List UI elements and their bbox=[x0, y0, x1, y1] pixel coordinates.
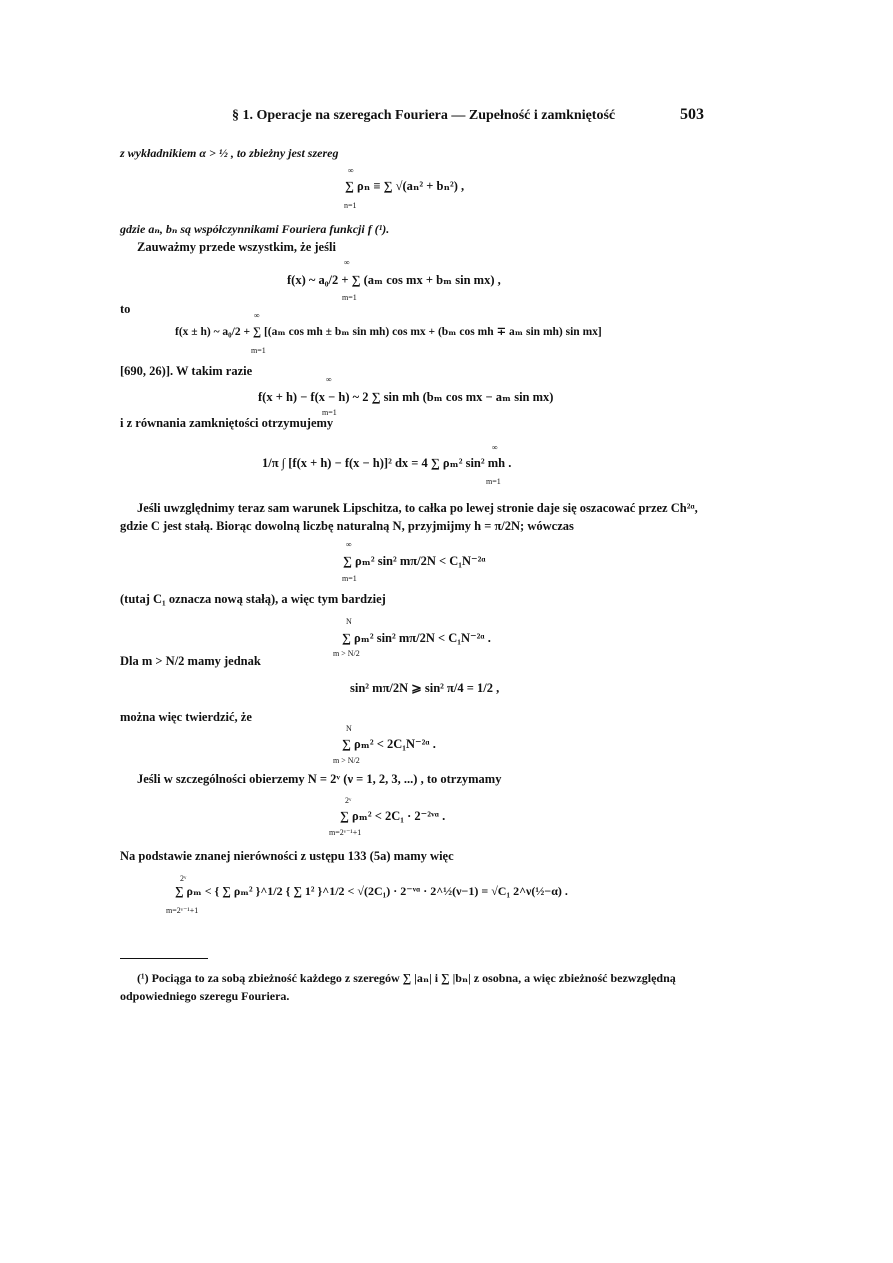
equation-final: ∑ ρₘ < { ∑ ρₘ² }^1/2 { ∑ 1² }^1/2 < √(2C₁) · 2⁻ᵛᵅ · 2^½(ν−1) = √C₁ 2^ν(½−α) . bbox=[175, 884, 568, 898]
equation-fourier: f(x) ~ a₀/2 + ∑ (aₘ cos mx + bₘ sin mx) , bbox=[287, 273, 501, 287]
limit-upper: ∞ bbox=[348, 166, 354, 175]
limit-upper: ∞ bbox=[344, 258, 350, 267]
equation-bound-3: ∑ ρₘ² < 2C₁N⁻²ᵅ . bbox=[342, 737, 436, 751]
footnote: (¹) Pociąga to za sobą zbieżność każdego z szeregów ∑ |aₙ| i ∑ |bₙ| z osobna, a więc zbieżność bezwzględną odpowiedniego szeregu Fouriera. bbox=[120, 971, 676, 1003]
limit-lower: m=2ᵛ⁻¹+1 bbox=[329, 828, 362, 837]
running-header: § 1. Operacje na szeregach Fouriera — Zupełność i zamkniętość bbox=[232, 108, 616, 123]
limit-lower: m=1 bbox=[342, 574, 357, 583]
text-line: Dla m > N/2 mamy jednak bbox=[120, 654, 261, 668]
limit-upper: N bbox=[346, 724, 352, 733]
limit-lower: m=2ᵛ⁻¹+1 bbox=[166, 906, 199, 915]
limit-upper: 2ᵛ bbox=[345, 796, 352, 805]
text-line: to bbox=[120, 302, 131, 316]
limit-lower: m=1 bbox=[251, 346, 266, 355]
text-line: [690, 26)]. W takim razie bbox=[120, 364, 253, 378]
equation-bound-1: ∑ ρₘ² sin² mπ/2N < C₁N⁻²ᵅ bbox=[343, 554, 486, 568]
paragraph-lipschitz: Jeśli uwzględnimy teraz sam warunek Lipschitza, to całka po lewej stronie daje się oszacować przez Ch²ᵅ, gdzie C jest stałą. Biorąc dowolną liczbę naturalną N, przyjmijmy h = π/2N; wówczas bbox=[120, 501, 698, 533]
text-line: i z równania zamkniętości otrzymujemy bbox=[120, 416, 334, 430]
equation-integral: 1/π ∫ [f(x + h) − f(x − h)]² dx = 4 ∑ ρₘ² sin² mh . bbox=[262, 456, 512, 470]
limit-upper: N bbox=[346, 617, 352, 626]
limit-lower: m=1 bbox=[322, 408, 337, 417]
limit-upper: ∞ bbox=[492, 443, 498, 452]
equation-shifted: f(x ± h) ~ a₀/2 + ∑ [(aₘ cos mh ± bₘ sin mh) cos mx + (bₘ cos mh ∓ aₘ sin mh) sin mx] bbox=[175, 326, 602, 338]
equation-sin: sin² mπ/2N ⩾ sin² π/4 = 1/2 , bbox=[350, 681, 500, 695]
text-line: można więc twierdzić, że bbox=[120, 710, 252, 724]
limit-lower: m > N/2 bbox=[333, 649, 360, 658]
limit-lower: n=1 bbox=[344, 201, 357, 210]
limit-lower: m=1 bbox=[486, 477, 501, 486]
limit-upper: ∞ bbox=[254, 311, 260, 320]
text-line: Zauważmy przede wszystkim, że jeśli bbox=[137, 240, 336, 254]
equation-bound-2: ∑ ρₘ² sin² mπ/2N < C₁N⁻²ᵅ . bbox=[342, 631, 491, 645]
text-line: (tutaj C₁ oznacza nową stałą), a więc tym bardziej bbox=[120, 592, 386, 606]
intro-line: z wykładnikiem α > ½ , to zbieżny jest szereg bbox=[120, 146, 339, 160]
equation-bound-4: ∑ ρₘ² < 2C₁ · 2⁻²ᵛᵅ . bbox=[340, 809, 446, 823]
page-number: 503 bbox=[680, 106, 704, 123]
limit-upper: ∞ bbox=[326, 375, 332, 384]
equation-series: ∑ ρₙ ≡ ∑ √(aₙ² + bₙ²) , bbox=[345, 179, 465, 193]
equation-difference: f(x + h) − f(x − h) ~ 2 ∑ sin mh (bₘ cos mx − aₘ sin mx) bbox=[258, 390, 554, 404]
footnote-rule bbox=[120, 958, 208, 959]
text-line: gdzie aₙ, bₙ są współczynnikami Fouriera funkcji f (¹). bbox=[120, 222, 390, 236]
limit-lower: m > N/2 bbox=[333, 756, 360, 765]
limit-upper: 2ᵛ bbox=[180, 874, 187, 883]
text-line: Na podstawie znanej nierówności z ustępu 133 (5a) mamy więc bbox=[120, 849, 454, 863]
limit-upper: ∞ bbox=[346, 540, 352, 549]
limit-lower: m=1 bbox=[342, 293, 357, 302]
text-line: Jeśli w szczególności obierzemy N = 2ᵛ (ν = 1, 2, 3, ...) , to otrzymamy bbox=[137, 772, 502, 786]
